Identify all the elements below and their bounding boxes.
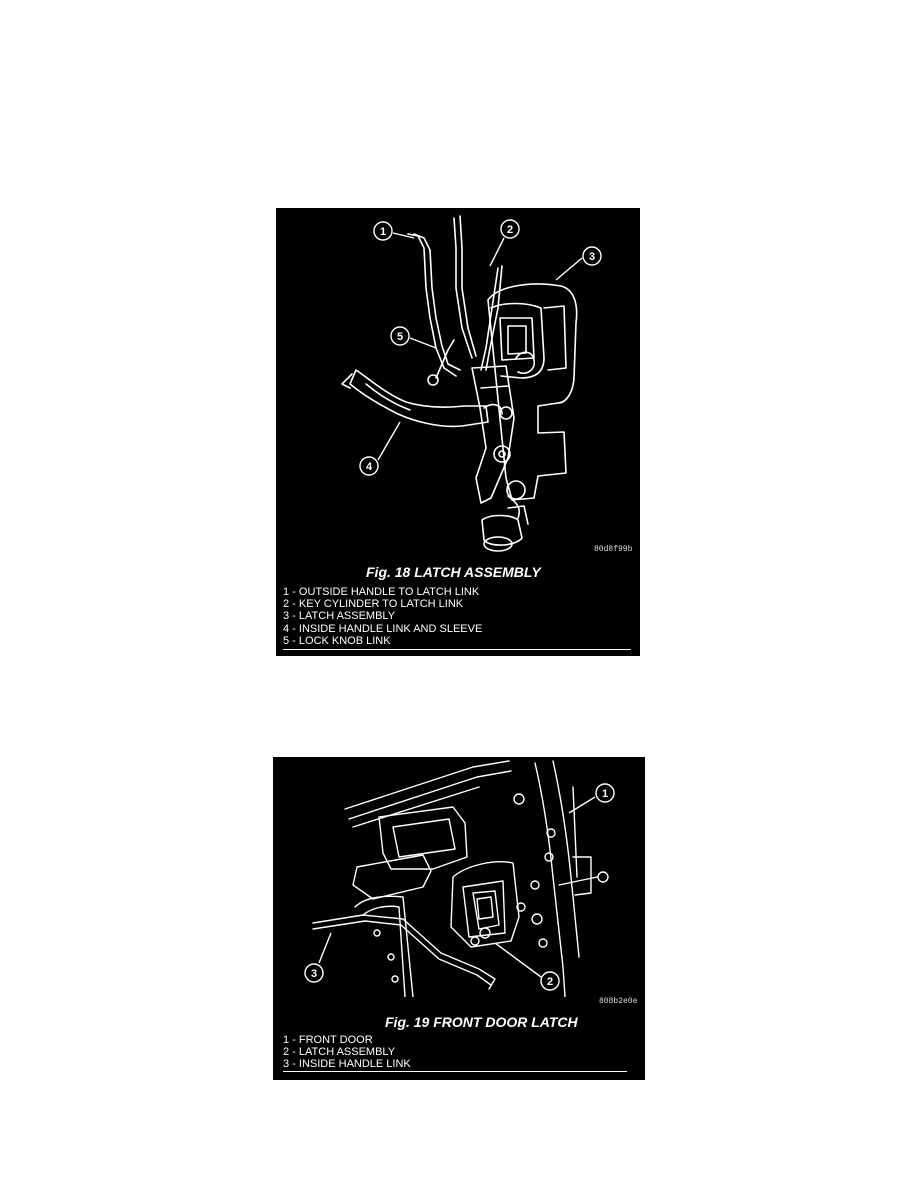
- legend-item: 2 - LATCH ASSEMBLY: [283, 1046, 396, 1059]
- figure-title: Fig. 19 FRONT DOOR LATCH: [385, 1014, 578, 1030]
- callout-label-4: 4: [365, 461, 373, 473]
- callout-label-3: 3: [588, 251, 596, 263]
- callout-label-5: 5: [396, 331, 404, 343]
- callout-label-2: 2: [546, 976, 554, 988]
- legend-item: 3 - LATCH ASSEMBLY: [283, 610, 396, 623]
- callout-label-2: 2: [506, 224, 514, 236]
- legend-item: 4 - INSIDE HANDLE LINK AND SLEEVE: [283, 622, 483, 635]
- legend-item: 1 - OUTSIDE HANDLE TO LATCH LINK: [283, 586, 480, 598]
- figure-19-front-door-latch: [273, 757, 645, 1080]
- legend-rule: [283, 649, 631, 650]
- latch-assembly-illustration: [276, 208, 640, 558]
- figure-legend: [283, 586, 482, 647]
- figure-code: 80d8f99b: [594, 545, 633, 554]
- figure-legend: [283, 1034, 411, 1071]
- callout-label-1: 1: [601, 788, 609, 800]
- front-door-latch-illustration: [273, 757, 645, 997]
- legend-rule: [283, 1071, 627, 1072]
- figure-code: 808b2e0e: [599, 997, 638, 1006]
- figure-title: Fig. 18 LATCH ASSEMBLY: [366, 564, 541, 580]
- legend-item: 3 - INSIDE HANDLE LINK: [283, 1058, 411, 1071]
- legend-item: 5 - LOCK KNOB LINK: [283, 634, 391, 647]
- callout-label-3: 3: [310, 968, 318, 980]
- legend-item: 2 - KEY CYLINDER TO LATCH LINK: [283, 598, 464, 611]
- figure-18-latch-assembly: [276, 208, 640, 656]
- callout-label-1: 1: [379, 226, 387, 238]
- legend-item: 1 - FRONT DOOR: [283, 1034, 373, 1046]
